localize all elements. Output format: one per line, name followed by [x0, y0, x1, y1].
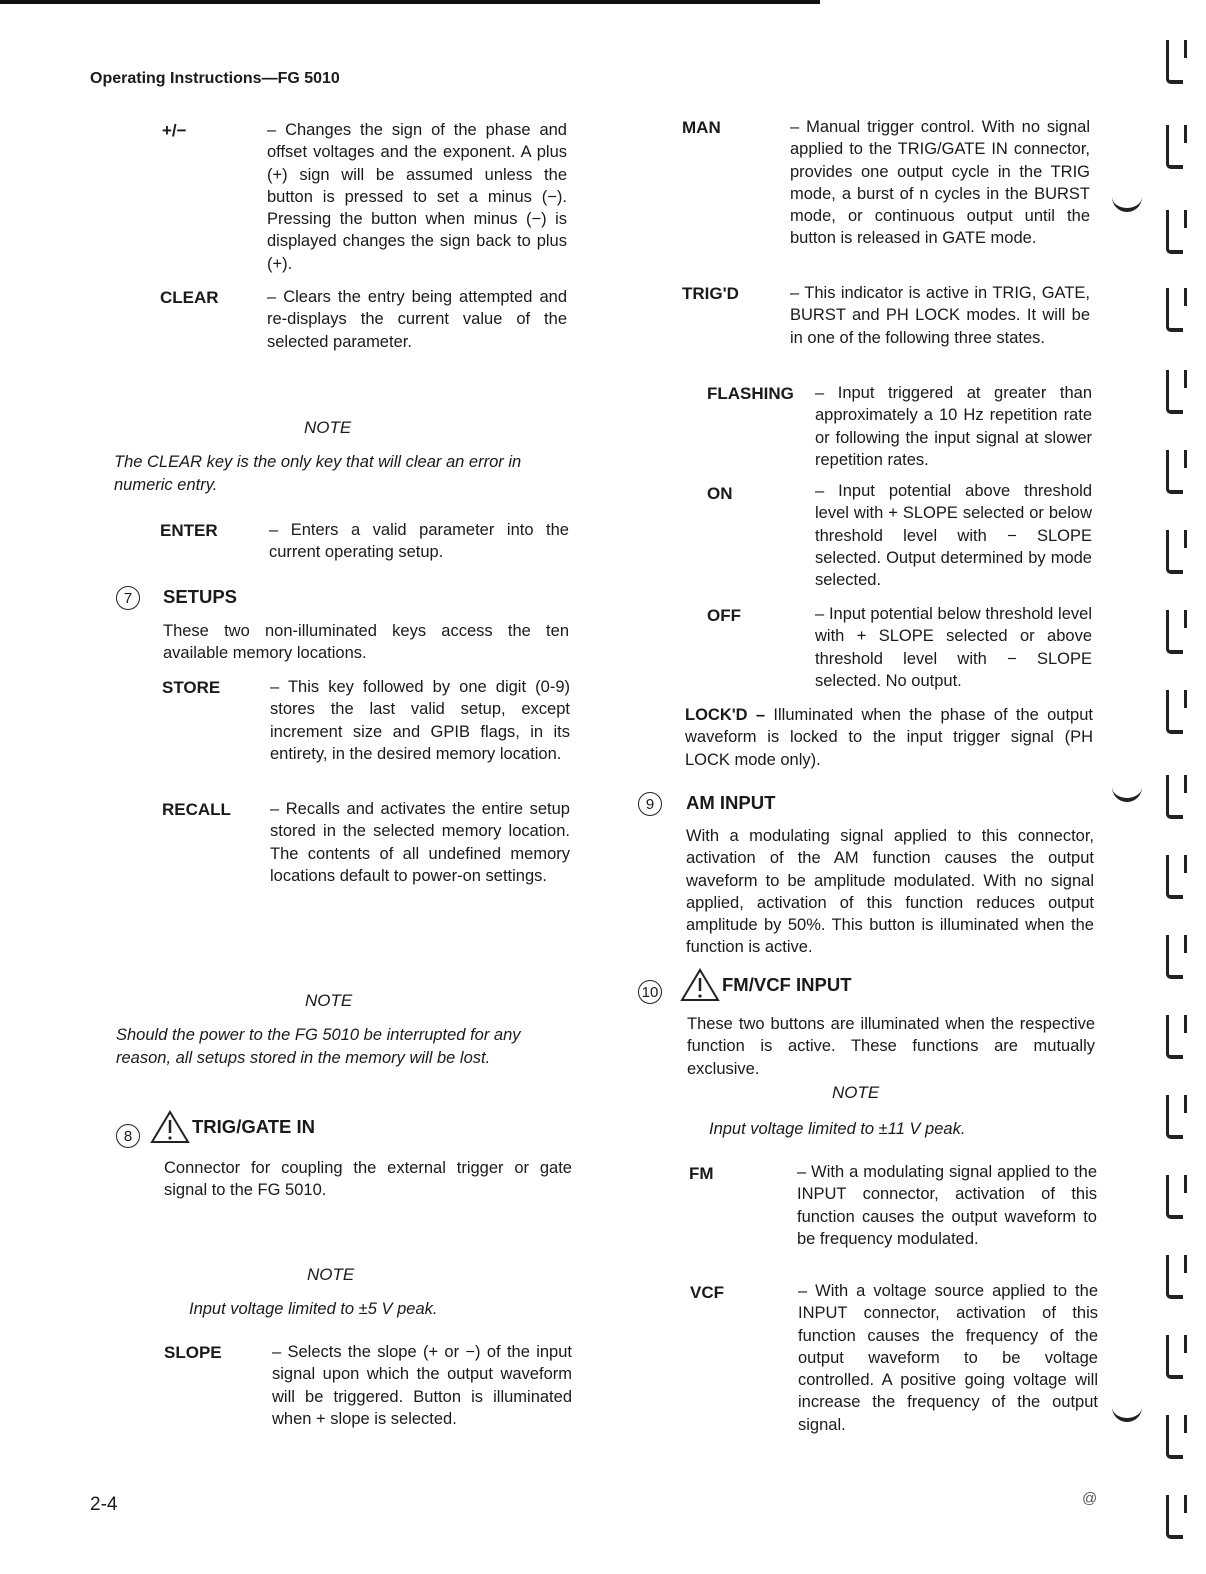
section-title-fm-vcf	[680, 968, 852, 1002]
term-on: ON	[707, 484, 733, 503]
copyright-mark: @	[1082, 1490, 1098, 1507]
fm-vcf-text: These two buttons are illuminated when the respective function is active. These functions are mutually exclusive.	[687, 1015, 1095, 1078]
binding-mark	[1112, 190, 1142, 212]
binding-mark	[1166, 1255, 1183, 1299]
section-number-10: 10	[638, 980, 662, 1004]
term-flashing: FLASHING	[707, 384, 794, 403]
term-trigd: TRIG'D	[682, 284, 739, 303]
term-recall: RECALL	[162, 800, 231, 819]
binding-mark	[1166, 530, 1183, 574]
top-rule	[0, 0, 820, 4]
binding-mark	[1166, 40, 1183, 84]
term-lockd: LOCK'D –	[685, 706, 766, 724]
term-fm: FM	[689, 1164, 714, 1183]
note-text-2: Should the power to the FG 5010 be interrupted for any reason, all setups stored in the memory will be lost.	[116, 1026, 521, 1067]
desc-fm: – With a modulating signal applied to the INPUT connector, activation of this function causes the output waveform to be frequency modulated.	[797, 1163, 1097, 1248]
term-man: MAN	[682, 118, 721, 137]
section-number-7: 7	[116, 586, 140, 610]
binding-mark	[1166, 1175, 1183, 1219]
binding-mark	[1166, 855, 1183, 899]
binding-mark	[1166, 450, 1183, 494]
section-title-trig-gate	[150, 1110, 315, 1144]
binding-mark	[1166, 1415, 1183, 1459]
desc-enter: – Enters a valid parameter into the current operating setup.	[269, 521, 569, 562]
term-clear: CLEAR	[160, 288, 219, 307]
desc-flashing: – Input triggered at greater than approximately a 10 Hz repetition rate or following the input signal at slower repetition rates.	[815, 384, 1092, 469]
desc-off: – Input potential below threshold level with + SLOPE selected or above threshold level with − SLOPE selected. No output.	[815, 605, 1092, 690]
binding-mark	[1112, 780, 1142, 802]
note-title-4: NOTE	[832, 1083, 880, 1102]
binding-mark	[1166, 1335, 1183, 1379]
term-enter: ENTER	[160, 521, 218, 540]
term-vcf: VCF	[690, 1283, 724, 1302]
note-text-3: Input voltage limited to ±5 V peak.	[189, 1300, 438, 1318]
section-number-8: 8	[116, 1124, 140, 1148]
desc-clear: – Clears the entry being attempted and re-displays the current value of the selected parameter.	[267, 288, 567, 351]
warning-triangle-icon	[150, 1110, 190, 1144]
binding-mark	[1166, 935, 1183, 979]
binding-mark	[1166, 1495, 1183, 1539]
term-plus-minus: +/−	[162, 121, 187, 140]
desc-vcf: – With a voltage source applied to the INPUT connector, activation of this function causes the frequency of the output waveform to be voltage controlled. A positive going voltage will increase the frequency of the output signal.	[798, 1282, 1098, 1434]
page-number: 2-4	[90, 1494, 118, 1515]
term-slope: SLOPE	[164, 1343, 222, 1362]
binding-mark	[1166, 370, 1183, 414]
page-header: Operating Instructions—FG 5010	[90, 70, 340, 87]
section-title-am-input: AM INPUT	[686, 792, 776, 813]
trig-gate-title-text: TRIG/GATE IN	[192, 1116, 315, 1137]
desc-man: – Manual trigger control. With no signal applied to the TRIG/GATE IN connector, provides one output cycle in the TRIG mode, a burst of n cycles in the BURST mode, or continuous output until the button is released in GATE mode.	[790, 118, 1090, 248]
note-title-1: NOTE	[304, 418, 352, 437]
desc-plus-minus: – Changes the sign of the phase and offset voltages and the exponent. A plus (+) sign will be assumed unless the button is pressed to set a minus (−). Pressing the button when minus (−) is displayed changes the sign back to plus (+).	[267, 121, 567, 273]
lockd-paragraph	[685, 704, 1093, 771]
section-number-9: 9	[638, 792, 662, 816]
binding-mark	[1166, 1095, 1183, 1139]
term-off: OFF	[707, 606, 741, 625]
desc-store: – This key followed by one digit (0-9) stores the last valid setup, except increment size and GPIB flags, in its entirety, in the desired memory location.	[270, 678, 570, 763]
binding-mark	[1166, 690, 1183, 734]
binding-mark	[1166, 210, 1183, 254]
section-title-setups: SETUPS	[163, 586, 238, 607]
desc-lockd: Illuminated when the phase of the output waveform is locked to the input trigger signal (PH LOCK mode only).	[685, 706, 1093, 769]
desc-recall: – Recalls and activates the entire setup stored in the selected memory location. The contents of all undefined memory locations default to power-on settings.	[270, 800, 570, 885]
binding-mark	[1166, 125, 1183, 169]
trig-gate-intro: Connector for coupling the external trigger or gate signal to the FG 5010.	[164, 1159, 572, 1200]
note-title-3: NOTE	[307, 1265, 355, 1284]
binding-marks	[1100, 30, 1206, 1570]
note-text-1: The CLEAR key is the only key that will clear an error in numeric entry.	[114, 453, 522, 494]
am-input-text: With a modulating signal applied to this connector, activation of the AM function causes the output waveform to be amplitude modulated. With no signal applied, activation of this function reduces output amplitude by 50%. This button is illuminated when the function is active.	[686, 827, 1094, 957]
binding-mark	[1166, 610, 1183, 654]
note-title-2: NOTE	[305, 991, 353, 1010]
binding-mark	[1166, 1015, 1183, 1059]
desc-on: – Input potential above threshold level with + SLOPE selected or below threshold level with − SLOPE selected. Output determined by mode selected.	[815, 482, 1092, 590]
binding-mark	[1166, 288, 1183, 332]
binding-mark	[1112, 1400, 1142, 1422]
setups-intro: These two non-illuminated keys access the ten available memory locations.	[163, 622, 569, 663]
warning-triangle-icon	[680, 968, 720, 1002]
desc-slope: – Selects the slope (+ or −) of the input signal upon which the output waveform will be triggered. Button is illuminated when + slope is selected.	[272, 1343, 572, 1428]
term-store: STORE	[162, 678, 221, 697]
binding-mark	[1166, 775, 1183, 819]
desc-trigd: – This indicator is active in TRIG, GATE, BURST and PH LOCK modes. It will be in one of the following three states.	[790, 284, 1090, 347]
note-text-4: Input voltage limited to ±11 V peak.	[709, 1120, 966, 1138]
fm-vcf-title-text: FM/VCF INPUT	[722, 974, 852, 995]
